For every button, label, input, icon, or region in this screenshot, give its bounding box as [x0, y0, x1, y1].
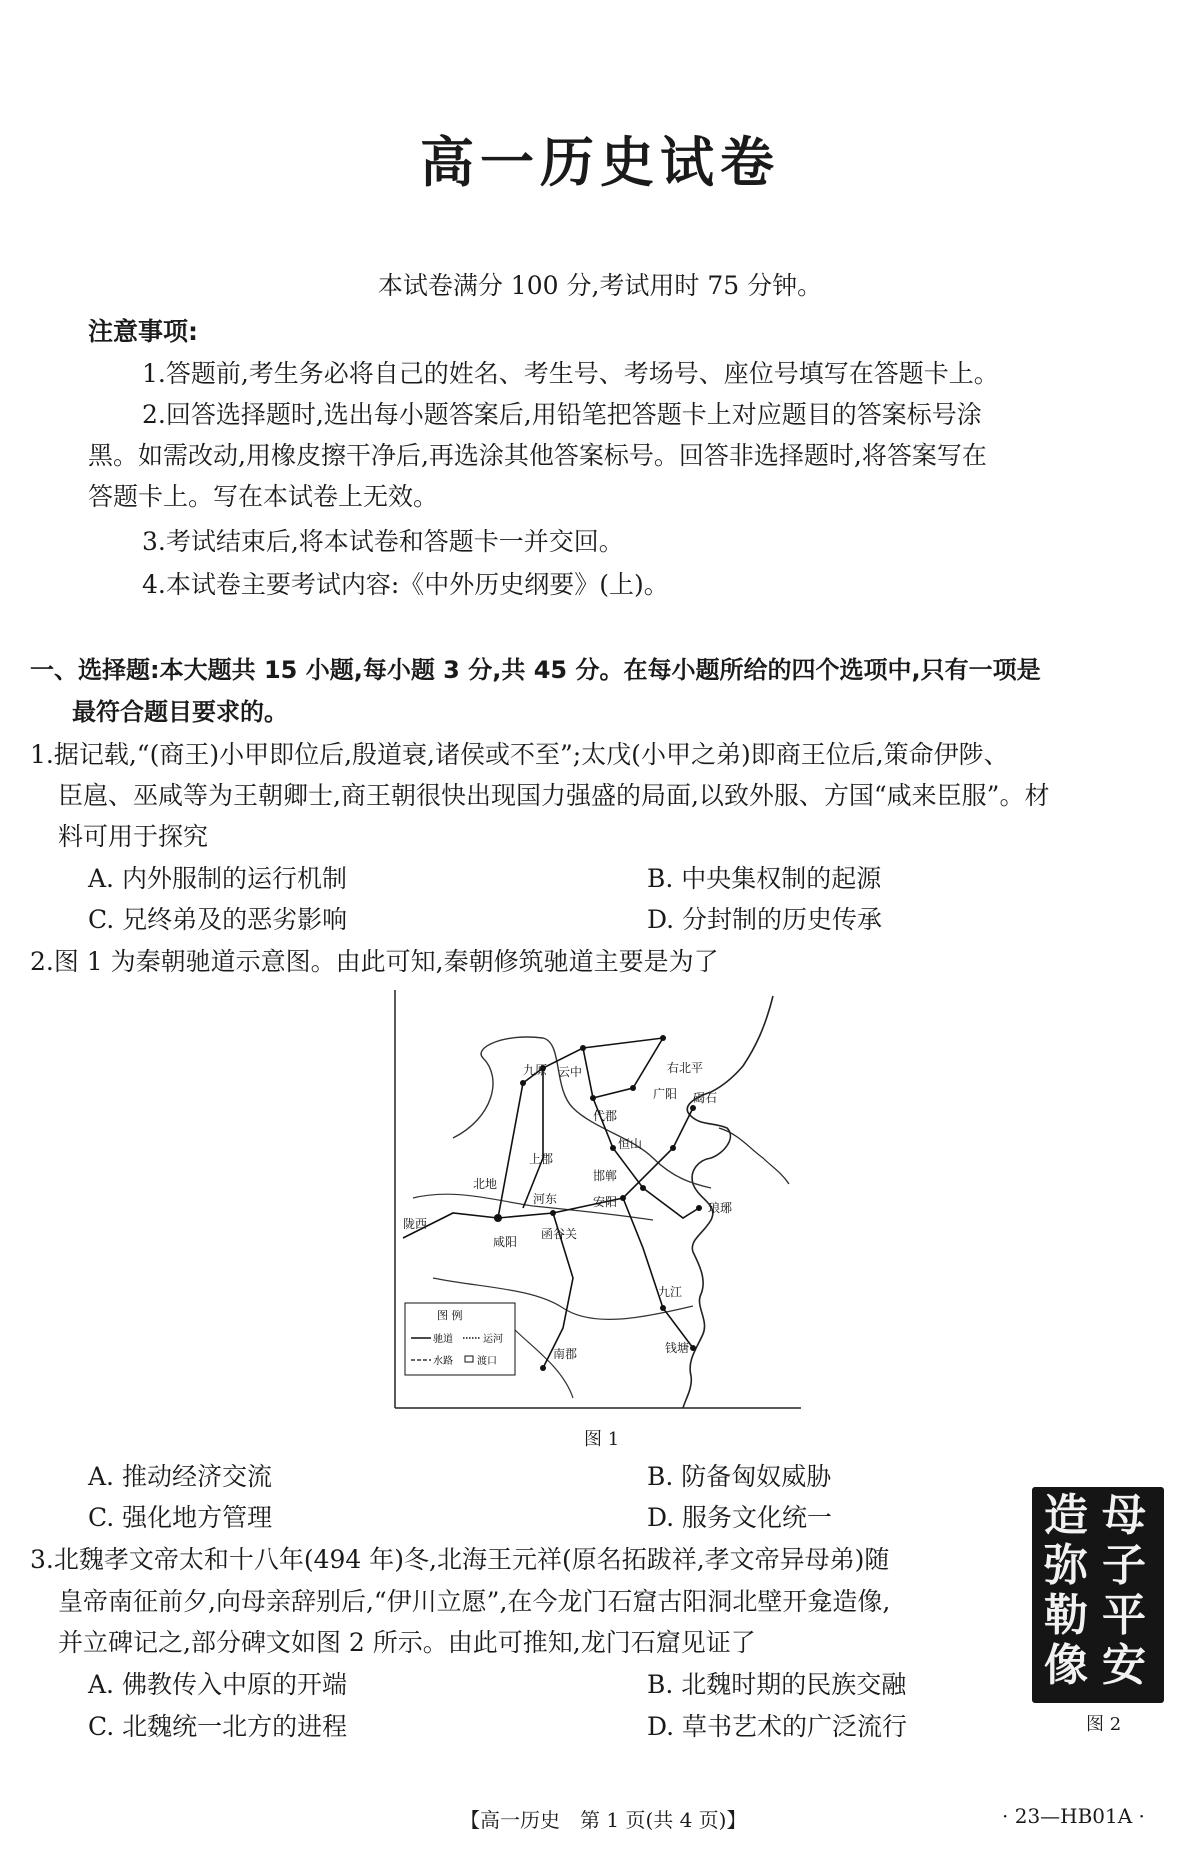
option-c: C. 北魏统一北方的进程 [88, 1712, 348, 1741]
map-label: 恒山 [618, 1137, 643, 1151]
map-label: 钱塘 [665, 1341, 690, 1355]
map-label: 安阳 [593, 1195, 618, 1209]
map-label: 碣石 [693, 1091, 718, 1105]
page-title: 高一历史试卷 [420, 131, 780, 194]
option-d: D. 分封制的历史传承 [647, 905, 883, 934]
map-label: 云中 [558, 1065, 583, 1079]
section-heading: 最符合题目要求的。 [72, 698, 288, 726]
inscription-rubbing [1032, 1487, 1164, 1703]
map-label: 上郡 [529, 1152, 554, 1166]
question-stem: 1.据记载,“(商王)小甲即位后,殷道衰,诸侯或不至”;太戊(小甲之弟)即商王位后,策命伊陟、 [30, 740, 1009, 769]
map-svg [393, 988, 803, 1410]
option-d: D. 草书艺术的广泛流行 [647, 1712, 908, 1741]
map-label: 代郡 [593, 1109, 618, 1123]
map-label: 邯郸 [593, 1169, 618, 1183]
legend-ferry: 渡口 [477, 1356, 497, 1367]
option-b: B. 北魏时期的民族交融 [647, 1670, 907, 1699]
question-stem: 3.北魏孝文帝太和十八年(494 年)冬,北海王元祥(原名拓跋祥,孝文帝异母弟)随 [30, 1545, 890, 1574]
notice-line: 3.考试结束后,将本试卷和答题卡一并交回。 [142, 527, 624, 556]
notice-line: 1.答题前,考生务必将自己的姓名、考生号、考场号、座位号填写在答题卡上。 [142, 359, 999, 388]
map-label: 九江 [658, 1285, 683, 1299]
option-b: B. 中央集权制的起源 [647, 864, 882, 893]
section-heading: 一、选择题:本大题共 15 小题,每小题 3 分,共 45 分。在每小题所给的四个选项中,只有一项是 [30, 656, 1041, 684]
figure-2-caption: 图 2 [1086, 1714, 1122, 1735]
map-label: 广阳 [653, 1087, 678, 1101]
option-a: A. 内外服制的运行机制 [88, 864, 347, 893]
option-d: D. 服务文化统一 [647, 1503, 833, 1532]
qin-roads-map [393, 988, 803, 1410]
legend-canal: 运河 [483, 1334, 503, 1345]
option-a: A. 佛教传入中原的开端 [88, 1670, 347, 1699]
map-label: 九原 [523, 1063, 548, 1077]
map-label: 咸阳 [493, 1235, 518, 1249]
map-label: 北地 [473, 1177, 498, 1191]
map-label: 河东 [533, 1192, 558, 1206]
paper-code: · 23—HB01A · [1002, 1804, 1145, 1828]
question-stem: 并立碑记之,部分碑文如图 2 所示。由此可推知,龙门石窟见证了 [58, 1628, 756, 1657]
page-footer: 【高一历史 第 1 页(共 4 页)】 [460, 1808, 747, 1832]
question-stem: 料可用于探究 [58, 822, 209, 851]
map-label: 琅琊 [708, 1201, 733, 1215]
legend-title: 图 例 [437, 1309, 463, 1322]
question-stem: 皇帝南征前夕,向母亲辞别后,“伊川立愿”,在今龙门石窟古阳洞北壁开龛造像, [58, 1587, 891, 1616]
notice-line: 答题卡上。写在本试卷上无效。 [88, 482, 439, 511]
map-label: 南郡 [553, 1347, 578, 1361]
legend-road: 驰道 [433, 1334, 453, 1345]
option-a: A. 推动经济交流 [88, 1462, 272, 1491]
notice-heading: 注意事项: [88, 317, 198, 346]
question-stem: 臣扈、巫咸等为王朝卿士,商王朝很快出现国力强盛的局面,以致外服、方国“咸来臣服”。材 [58, 781, 1050, 810]
option-c: C. 兄终弟及的恶劣影响 [88, 905, 348, 934]
inscription-column: 母子平安 [1102, 1490, 1146, 1691]
option-b: B. 防备匈奴威胁 [647, 1462, 832, 1491]
notice-line: 2.回答选择题时,选出每小题答案后,用铅笔把答题卡上对应题目的答案标号涂 [142, 400, 982, 429]
question-stem: 2.图 1 为秦朝驰道示意图。由此可知,秦朝修筑驰道主要是为了 [30, 947, 719, 976]
notice-line: 4.本试卷主要考试内容:《中外历史纲要》(上)。 [142, 570, 669, 599]
notice-line: 黑。如需改动,用橡皮擦干净后,再选涂其他答案标号。回答非选择题时,将答案写在 [88, 441, 987, 470]
inscription-column: 造弥勒像 [1044, 1490, 1088, 1691]
map-label: 陇西 [403, 1217, 428, 1231]
option-c: C. 强化地方管理 [88, 1503, 273, 1532]
legend-waterway: 水路 [433, 1356, 453, 1367]
map-label: 右北平 [667, 1061, 704, 1075]
exam-info: 本试卷满分 100 分,考试用时 75 分钟。 [377, 271, 823, 300]
map-label: 函谷关 [541, 1227, 578, 1241]
figure-1-caption: 图 1 [584, 1429, 620, 1450]
